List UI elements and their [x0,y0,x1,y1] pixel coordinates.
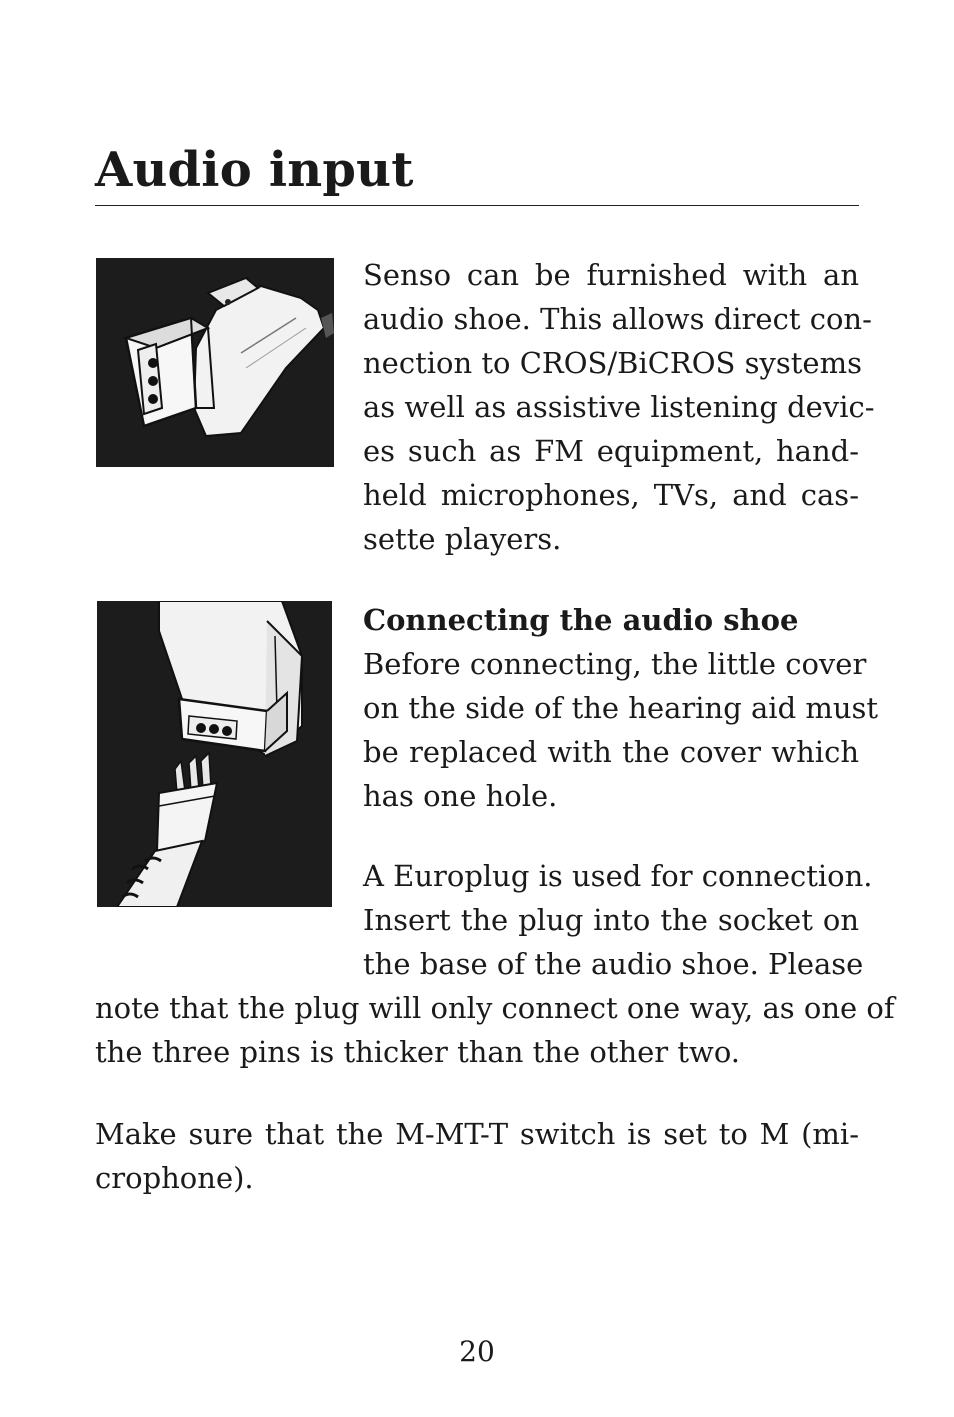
page-title: Audio input [95,142,414,198]
europlug-drawing [97,601,332,907]
europlug-paragraph-continued [95,986,895,1074]
text-line: A Europlug is used for connection. [363,859,873,893]
switch-paragraph [95,1112,859,1200]
text-line: be replaced with the cover which [363,735,859,769]
text-line: held microphones, TVs, and cas- [363,478,859,512]
text-line: Make sure that the M-MT-T switch is set to M (mi- [95,1117,859,1151]
text-line: note that the plug will only connect one way, as one of [95,991,895,1025]
page-number: 20 [459,1335,495,1368]
text-line: audio shoe. This allows direct con- [363,302,872,336]
text-line: nection to CROS/BiCROS systems [363,346,862,380]
audio-shoe-drawing [96,258,334,467]
audio-shoe-illustration [96,258,334,467]
title-divider [95,205,859,206]
text-line: on the side of the hearing aid must [363,691,879,725]
text-line: Senso can be furnished with an [363,258,859,292]
text-line: sette players. [363,522,562,556]
text-line: Insert the plug into the socket on [363,903,859,937]
text-line: the base of the audio shoe. Please [363,947,864,981]
text-line: as well as assistive listening devic- [363,390,875,424]
text-line: Before connecting, the little cover [363,647,867,681]
text-line: crophone). [95,1161,254,1195]
section-heading: Connecting the audio shoe [363,603,799,637]
intro-paragraph [363,253,875,561]
europlug-paragraph [363,854,873,986]
text-line: the three pins is thicker than the other two. [95,1035,741,1069]
text-line: es such as FM equipment, hand- [363,434,859,468]
cover-paragraph [363,642,879,818]
europlug-illustration [97,601,332,907]
text-line: has one hole. [363,779,558,813]
